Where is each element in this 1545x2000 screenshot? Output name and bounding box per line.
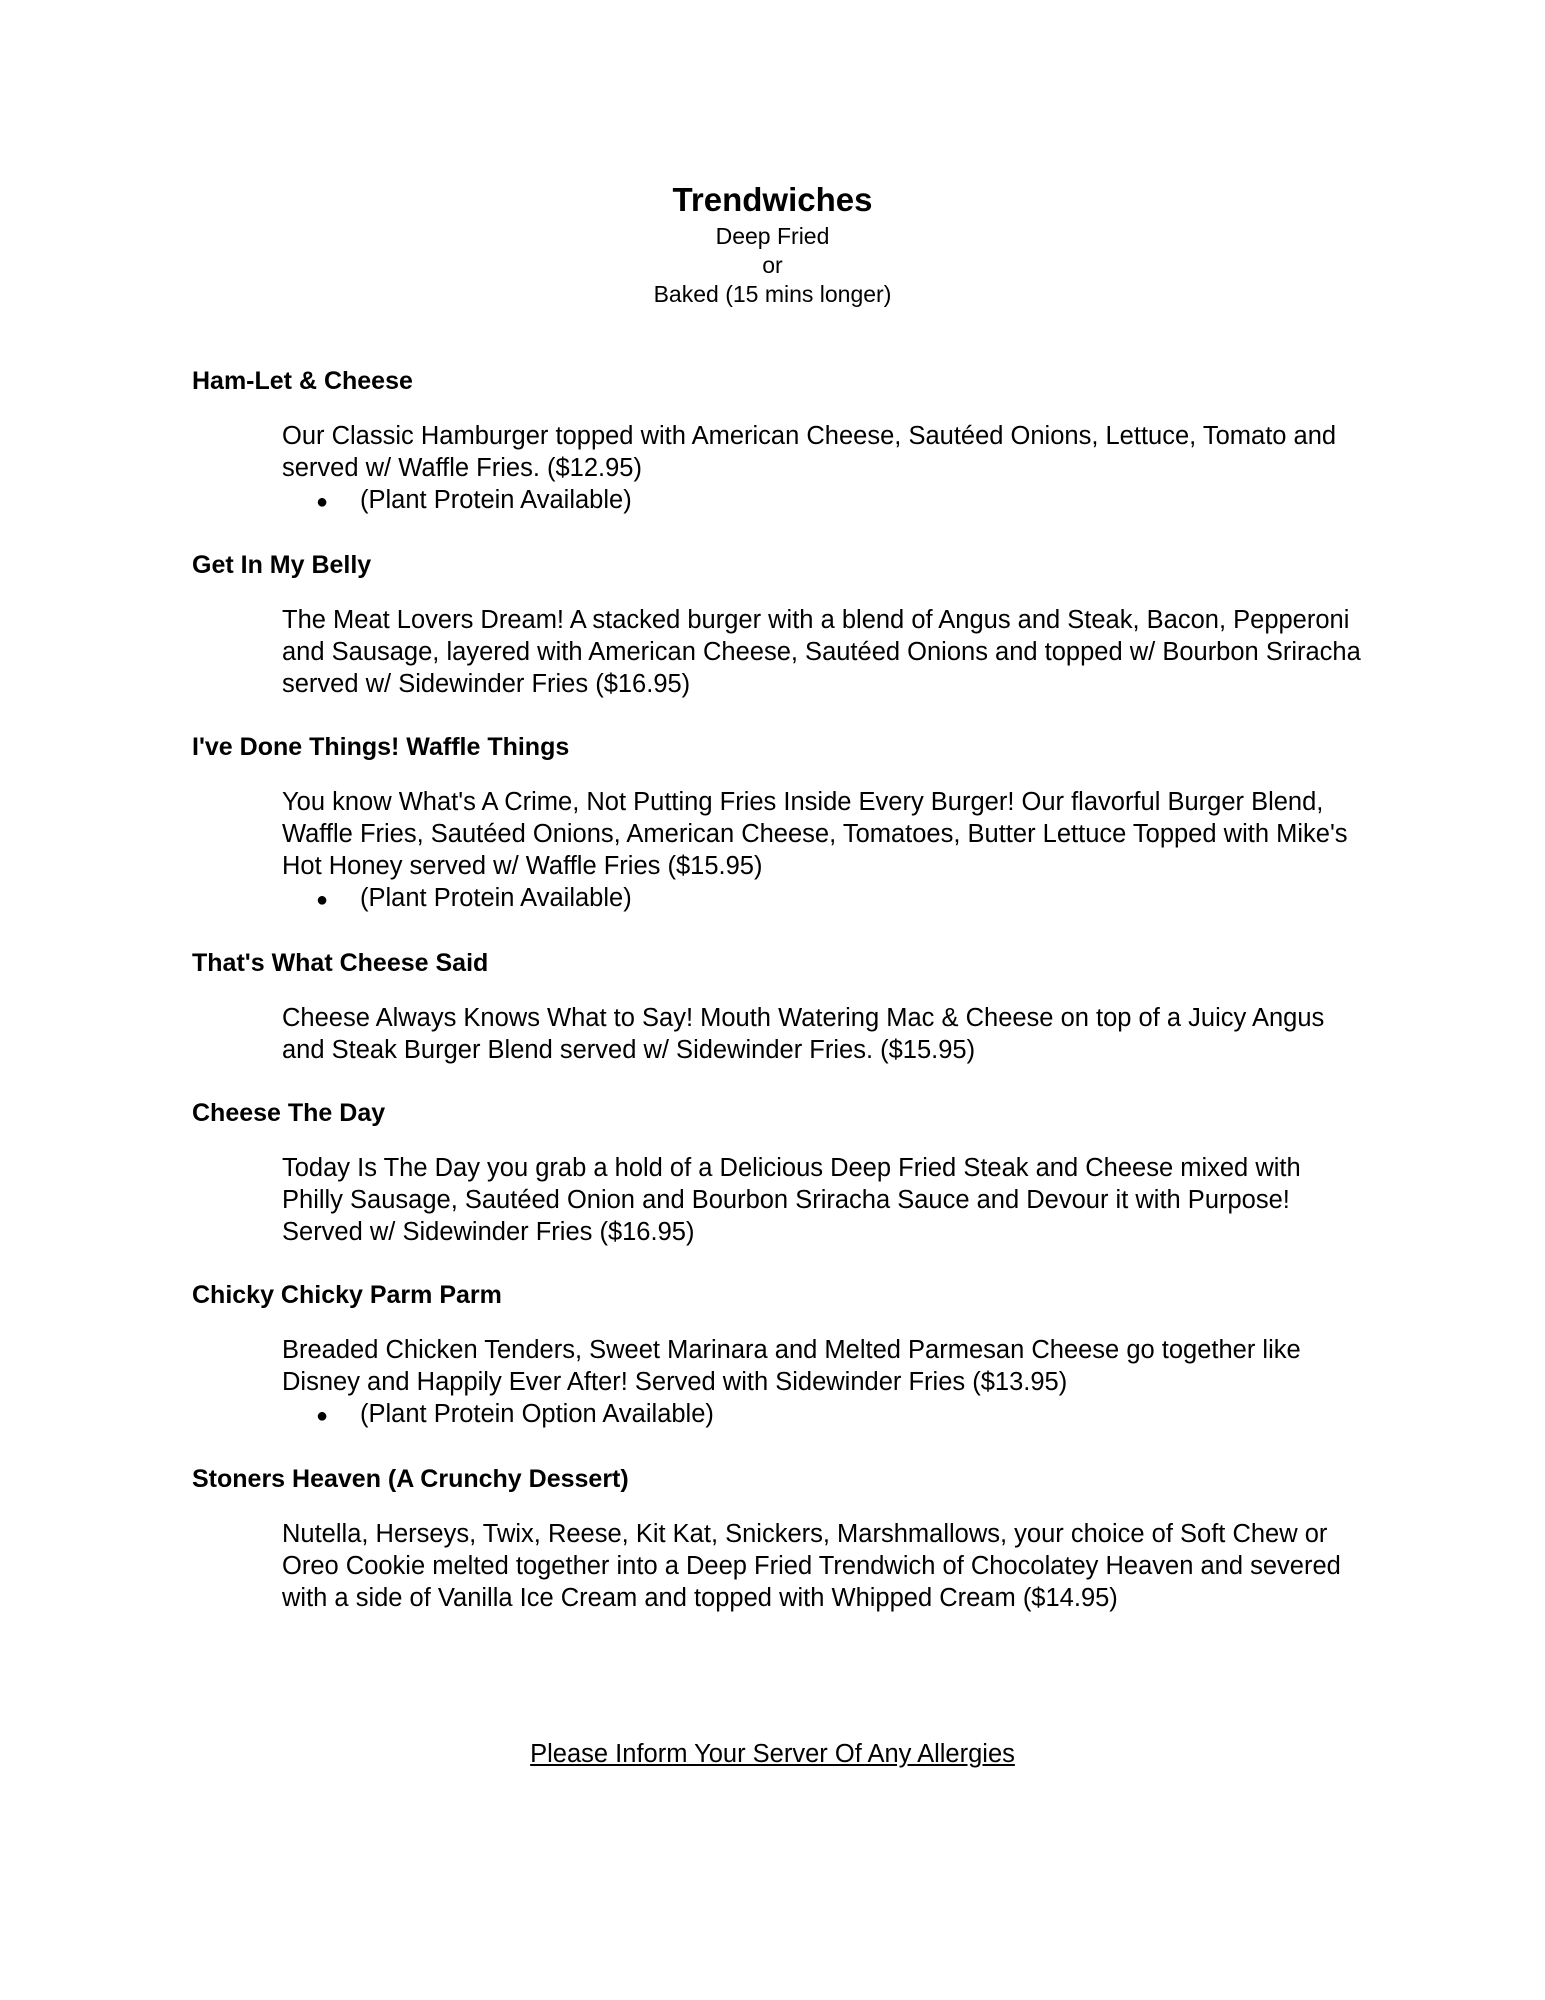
menu-item: [192, 546, 1362, 700]
menu-item-description: Cheese Always Knows What to Say! Mouth Watering Mac & Cheese on top of a Juicy Angus and Steak Burger Blend served w/ Sidewinder Fries. ($15.95): [282, 1004, 1325, 1064]
menu-item-note-text: (Plant Protein Available): [360, 884, 632, 912]
cooking-option-or: or: [762, 252, 783, 278]
menu-item-note: [316, 1398, 1362, 1432]
menu-header: [0, 178, 1545, 309]
menu-item: [192, 362, 1362, 518]
menu-item: [192, 728, 1362, 916]
menu-item-description: Our Classic Hamburger topped with American Cheese, Sautéed Onions, Lettuce, Tomato and served w/ Waffle Fries. ($12.95): [282, 422, 1337, 482]
menu-item-name: Cheese The Day: [192, 1099, 386, 1127]
menu-item-description: The Meat Lovers Dream! A stacked burger with a blend of Angus and Steak, Bacon, Pepperoni and Sausage, layered with American Cheese, Sautéed Onions and topped w/ Bourbon Sriracha served w/ Sidewinder Fries ($16.95): [282, 606, 1361, 698]
menu-item-name: Stoners Heaven (A Crunchy Dessert): [192, 1465, 629, 1493]
menu-item-name: Ham-Let & Cheese: [192, 367, 413, 395]
menu-item: [192, 1276, 1362, 1432]
menu-item-note: [316, 484, 1362, 518]
allergy-notice-text: Please Inform Your Server Of Any Allergies: [530, 1740, 1015, 1768]
bullet-icon: ●: [316, 889, 329, 911]
menu-item-name: Chicky Chicky Parm Parm: [192, 1281, 502, 1309]
menu-item-note: [316, 882, 1362, 916]
menu-item: [192, 1094, 1362, 1248]
allergy-notice: [0, 1740, 1545, 1769]
menu-item-note-text: (Plant Protein Available): [360, 486, 632, 514]
menu-item: [192, 1460, 1362, 1614]
menu-item-description: You know What's A Crime, Not Putting Fries Inside Every Burger! Our flavorful Burger Blend, Waffle Fries, Sautéed Onions, American Cheese, Tomatoes, Butter Lettuce Topped with Mike's Hot Honey served w/ Waffle Fries ($15.95): [282, 788, 1348, 880]
menu-item-note-text: (Plant Protein Option Available): [360, 1400, 714, 1428]
cooking-option-baked: Baked (15 mins longer): [653, 281, 892, 307]
menu-item-description: Breaded Chicken Tenders, Sweet Marinara and Melted Parmesan Cheese go together like Disney and Happily Ever After! Served with Sidewinder Fries ($13.95): [282, 1336, 1301, 1396]
menu-item: [192, 944, 1362, 1066]
menu-item-name: I've Done Things! Waffle Things: [192, 733, 570, 761]
cooking-option-deep-fried: Deep Fried: [715, 223, 830, 249]
menu-item-name: That's What Cheese Said: [192, 949, 489, 977]
menu-title: Trendwiches: [672, 181, 873, 218]
menu-item-description: Nutella, Herseys, Twix, Reese, Kit Kat, Snickers, Marshmallows, your choice of Soft Chew or Oreo Cookie melted together into a Deep Fried Trendwich of Chocolatey Heaven and severed with a side of Vanilla Ice Cream and topped with Whipped Cream ($14.95): [282, 1520, 1341, 1612]
menu-item-description: Today Is The Day you grab a hold of a Delicious Deep Fried Steak and Cheese mixed with Philly Sausage, Sautéed Onion and Bourbon Sriracha Sauce and Devour it with Purpose! Served w/ Sidewinder Fries ($16.95): [282, 1154, 1301, 1246]
menu-items: [192, 362, 1362, 1642]
bullet-icon: ●: [316, 491, 329, 513]
menu-item-name: Get In My Belly: [192, 551, 372, 579]
bullet-icon: ●: [316, 1405, 329, 1427]
